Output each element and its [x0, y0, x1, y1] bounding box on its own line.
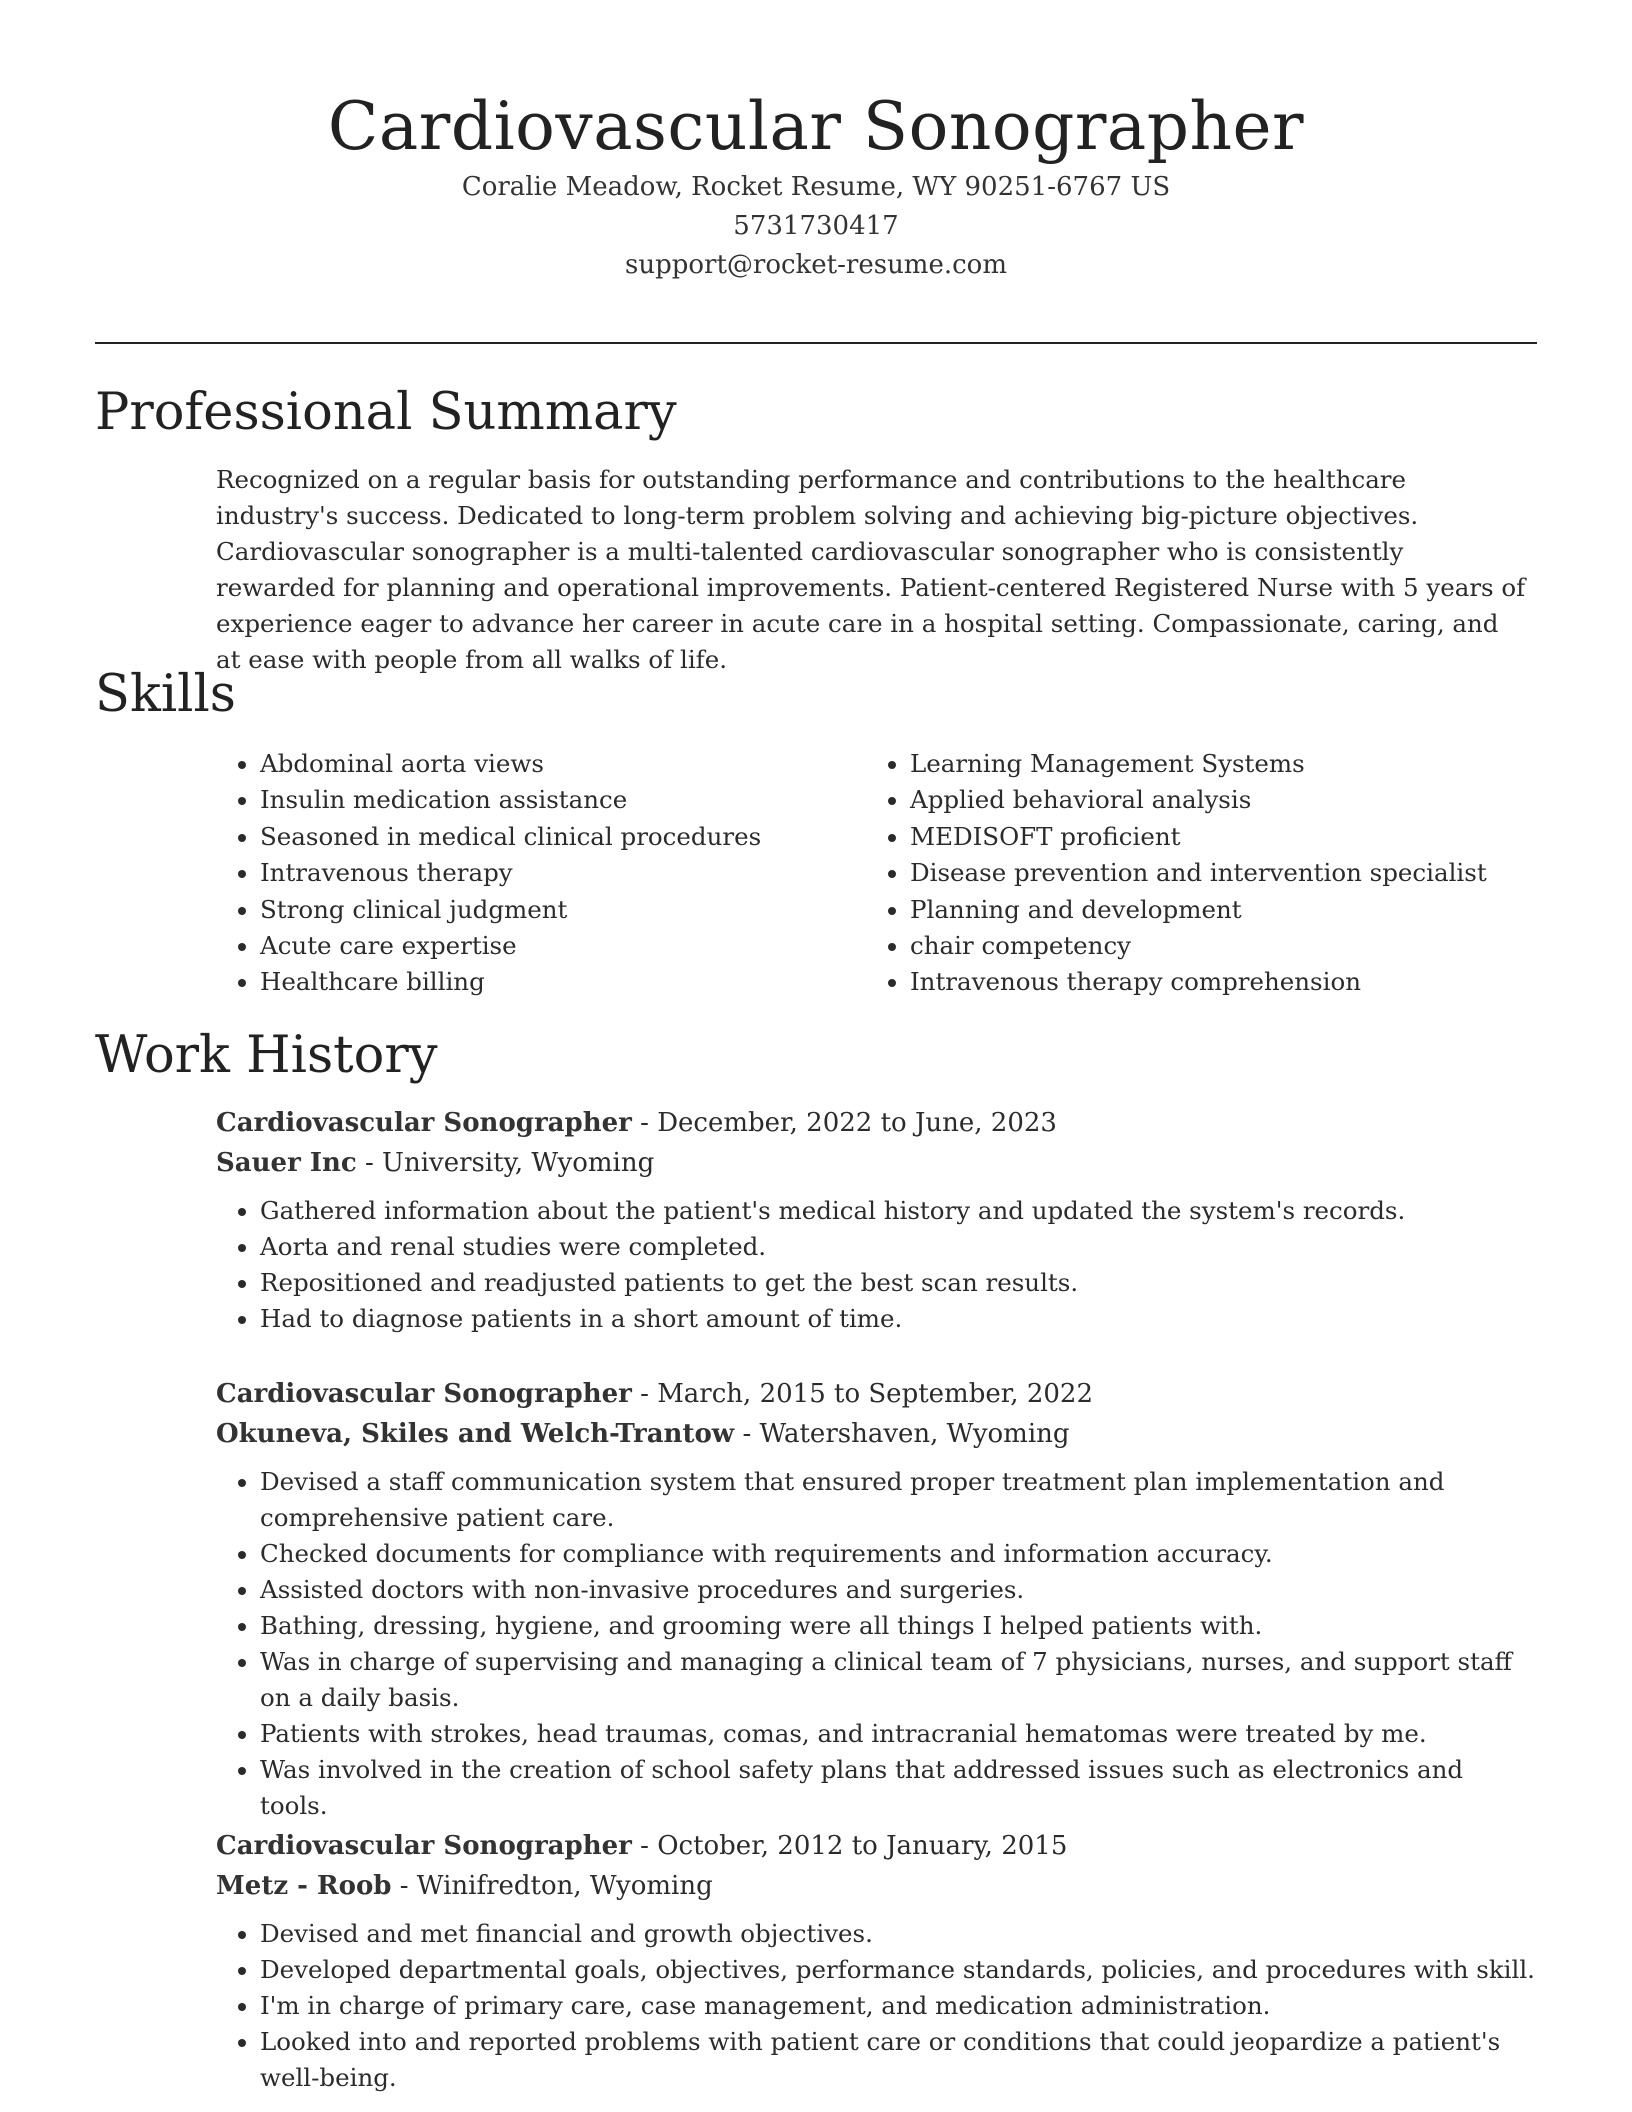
skill-item: • Applied behavioral analysis: [910, 782, 1487, 818]
skill-item: • Disease prevention and intervention specialist: [910, 855, 1487, 891]
job-bullet: • I'm in charge of primary care, case management, and medication administration.: [260, 1988, 1536, 2024]
job-company-line: Metz - Roob - Winifredton, Wyoming: [216, 1871, 713, 1901]
job-title-line: Cardiovascular Sonographer - December, 2022 to June, 2023: [216, 1108, 1057, 1138]
work-history-heading: Work History: [95, 1026, 438, 1085]
job-title-line: Cardiovascular Sonographer - March, 2015 to September, 2022: [216, 1379, 1094, 1409]
skill-item: • Intravenous therapy comprehension: [910, 964, 1487, 1000]
job-dates: October, 2012 to January, 2015: [657, 1831, 1068, 1861]
job-bullets: [216, 1464, 1536, 1824]
skill-item: • Abdominal aorta views: [260, 746, 866, 782]
skill-item: • chair competency: [910, 928, 1487, 964]
skills-heading: Skills: [95, 665, 236, 724]
job-title: Cardiovascular Sonographer: [216, 1379, 632, 1409]
job-bullet: • Devised and met financial and growth objectives.: [260, 1916, 1536, 1952]
job-entry: [216, 1374, 1536, 1824]
header-divider: [95, 342, 1537, 344]
job-company-line: Okuneva, Skiles and Welch-Trantow - Watershaven, Wyoming: [216, 1419, 1070, 1449]
job-bullet: • Patients with strokes, head traumas, comas, and intracranial hematomas were treated by me.: [260, 1716, 1536, 1752]
contact-info: [95, 168, 1537, 285]
job-dates: March, 2015 to September, 2022: [657, 1379, 1094, 1409]
skill-item: • Intravenous therapy: [260, 855, 866, 891]
job-company: Metz - Roob: [216, 1871, 392, 1901]
skill-item: • Seasoned in medical clinical procedures: [260, 819, 866, 855]
contact-phone: 5731730417: [733, 211, 899, 241]
job-bullet: • Aorta and renal studies were completed.: [260, 1229, 1536, 1265]
job-company-line: Sauer Inc - University, Wyoming: [216, 1148, 655, 1178]
job-bullet: • Repositioned and readjusted patients to get the best scan results.: [260, 1265, 1536, 1301]
contact-address: Coralie Meadow, Rocket Resume, WY 90251-6767 US: [461, 172, 1171, 202]
job-bullet: • Assisted doctors with non-invasive procedures and surgeries.: [260, 1572, 1536, 1608]
job-title: Cardiovascular Sonographer: [216, 1831, 632, 1861]
skill-item: • Insulin medication assistance: [260, 782, 866, 818]
resume-header: [95, 86, 1537, 285]
skill-item: • Planning and development: [910, 892, 1487, 928]
job-bullet: • Developed departmental goals, objectives, performance standards, policies, and procedures with skill.: [260, 1952, 1536, 1988]
job-bullet: • Checked documents for compliance with requirements and information accuracy.: [260, 1536, 1536, 1572]
job-company: Okuneva, Skiles and Welch-Trantow: [216, 1419, 735, 1449]
job-company: Sauer Inc: [216, 1148, 357, 1178]
job-bullet: • Was involved in the creation of school safety plans that addressed issues such as electronics and tools.: [260, 1752, 1536, 1824]
summary-heading: Professional Summary: [95, 383, 677, 442]
job-title: Cardiovascular Sonographer: [216, 1108, 632, 1138]
job-bullet: • Bathing, dressing, hygiene, and grooming were all things I helped patients with.: [260, 1608, 1536, 1644]
job-entry: [216, 1103, 1536, 1337]
skill-item: • Learning Management Systems: [910, 746, 1487, 782]
job-location: University, Wyoming: [382, 1148, 655, 1178]
job-dates: December, 2022 to June, 2023: [657, 1108, 1057, 1138]
job-title-line: Cardiovascular Sonographer - October, 2012 to January, 2015: [216, 1831, 1068, 1861]
job-bullet: • Gathered information about the patient's medical history and updated the system's records.: [260, 1193, 1536, 1229]
skills-list: [216, 746, 1536, 1001]
job-bullet: • Was in charge of supervising and managing a clinical team of 7 physicians, nurses, and support staff on a daily basis.: [260, 1644, 1536, 1716]
job-bullet: • Looked into and reported problems with patient care or conditions that could jeopardize a patient's well-being.: [260, 2024, 1536, 2096]
job-bullets: [216, 1916, 1536, 2096]
summary-text: Recognized on a regular basis for outstanding performance and contributions to the healthcare industry's success. Dedicated to long-term problem solving and achieving big-picture objectives. Cardiovascular sonographer is a multi-talented cardiovascular sonographer who is consistently rewarded for planning and operational improvements. Patient-centered Registered Nurse with 5 years of experience eager to advance her career in acute care in a hospital setting. Compassionate, caring, and at ease with people from all walks of life.: [216, 465, 1526, 674]
skill-item: • Healthcare billing: [260, 964, 866, 1000]
skills-column-left: [216, 746, 866, 1001]
job-entry: [216, 1826, 1536, 2096]
job-bullets: [216, 1193, 1536, 1337]
resume-title: Cardiovascular Sonographer: [327, 88, 1305, 165]
skills-column-right: [866, 746, 1487, 1001]
job-bullet: • Devised a staff communication system that ensured proper treatment plan implementation and comprehensive patient care.: [260, 1464, 1536, 1536]
contact-email: support@rocket-resume.com: [624, 250, 1007, 280]
job-bullet: • Had to diagnose patients in a short amount of time.: [260, 1301, 1536, 1337]
skill-item: • MEDISOFT proficient: [910, 819, 1487, 855]
skill-item: • Strong clinical judgment: [260, 892, 866, 928]
job-location: Winifredton, Wyoming: [416, 1871, 713, 1901]
job-location: Watershaven, Wyoming: [759, 1419, 1070, 1449]
skill-item: • Acute care expertise: [260, 928, 866, 964]
